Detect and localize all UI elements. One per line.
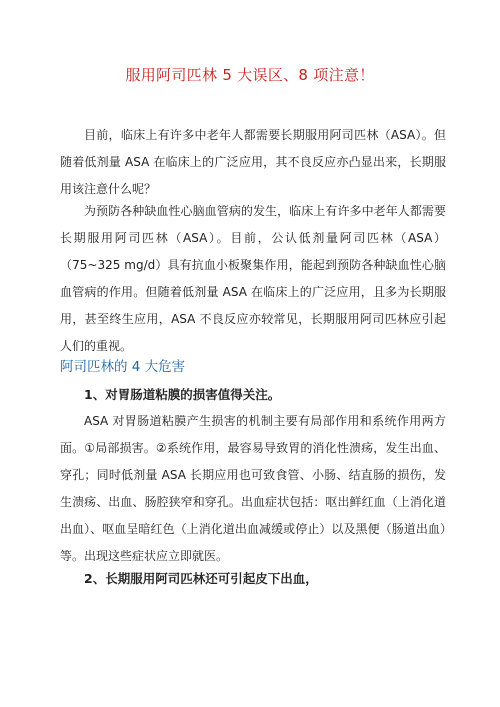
intro-paragraph: 目前，临床上有许多中老年人都需要长期服用阿司匹林（ASA）。但随着低剂量 ASA 在临床上的广泛应用，其不良反应亦凸显出来，长期服用该注意什么呢？ [60,128,446,196]
background-paragraph: 为预防各种缺血性心脑血管病的发生，临床上有许多中老年人都需要长期服用阿司匹林（ASA）。目前，公认低剂量阿司匹林（ASA）（75~325 mg/d）具有抗血小板聚集作用，能起到预防各种缺血性心脑血管病的作用。但随着低剂量 ASA 在临床上的广泛应用，且多为长期服用，甚至终生应用，ASA 不良反应亦较常见，长期服用阿司匹林应引起人们的重视。 [60,204,446,353]
hazard-2-heading: 2、长期服用阿司匹林还可引起皮下出血， [84,571,318,586]
hazard-1-heading: 1、对胃肠道粘膜的损害值得关注。 [84,387,281,402]
hazard-1-text: ASA 对胃肠道粘膜产生损害的机制主要有局部作用和系统作用两方面。①局部损害。②系统作用，最容易导致胃的消化性溃疡，发生出血、穿孔；同时低剂量 ASA 长期应用也可致食管、小肠、结直肠的损伤，发生溃疡、出血、肠腔狭窄和穿孔。出血症状包括：呕出鲜红血（上消化道出血）、呕血呈暗红色（上消化道出血减缓或停止）以及黑便（肠道出血）等。出现这些症状应立即就医。 [60,414,446,563]
section-heading-hazards: 阿司匹林的 4 大危害 [60,359,186,375]
document-title: 服用阿司匹林 5 大误区、8 项注意！ [125,66,375,84]
